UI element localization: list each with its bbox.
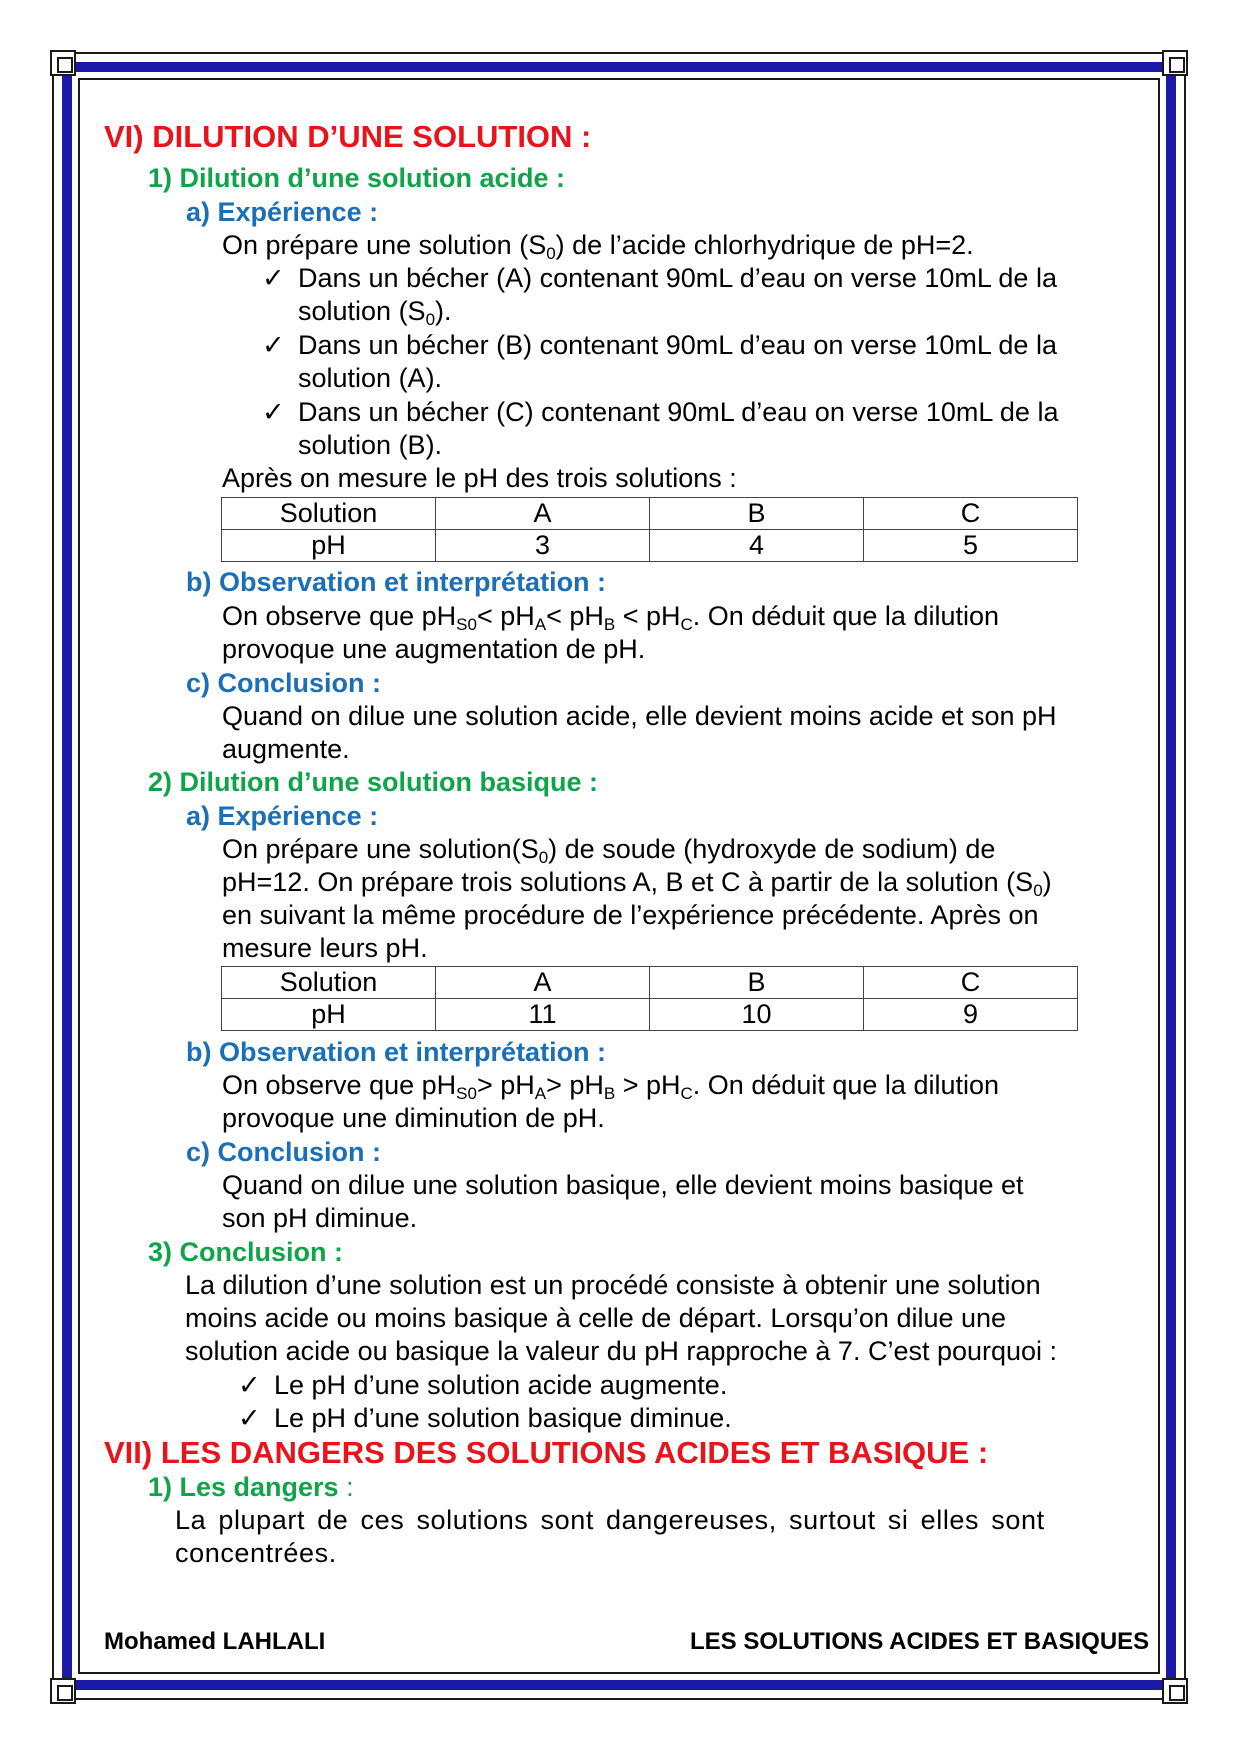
- check-icon: ✓: [238, 1370, 261, 1400]
- table-cell: Solution: [222, 498, 436, 530]
- table-cell: pH: [222, 999, 436, 1031]
- measure-intro: Après on mesure le pH des trois solutions :: [222, 463, 737, 493]
- experience-a-title-2: a) Expérience :: [186, 801, 379, 831]
- conclusion-text-2-cont: son pH diminue.: [222, 1203, 418, 1233]
- table-row: [222, 530, 1078, 562]
- corner-ornament-top-right: [1162, 50, 1188, 76]
- conclusion-text-cont: augmente.: [222, 734, 350, 764]
- experience-2-line-1: On prépare une $solution(S_0)$ de soude (hydroxyde de sodium) de: [222, 834, 996, 867]
- check-item-3: ✓ Dans un bécher (C) contenant 90mL d’eau on verse 10mL de la: [262, 397, 1059, 427]
- check-icon: ✓: [238, 1403, 261, 1433]
- footer-course-title: LES SOLUTIONS ACIDES ET BASIQUES: [690, 1628, 1150, 1655]
- check-icon: ✓: [262, 330, 285, 360]
- check-item-acid: ✓ Le pH d’une solution acide augmente.: [238, 1370, 728, 1400]
- conclusion-text-2: Quand on dilue une solution basique, elle devient moins basique et: [222, 1170, 1024, 1200]
- check-item-2-cont: solution (A).: [298, 363, 443, 393]
- check-icon: ✓: [262, 397, 285, 427]
- table-row-header: [222, 967, 1078, 999]
- table-cell: 10: [650, 999, 864, 1031]
- table-cell: B: [650, 967, 864, 999]
- observation-text-2: On observe que $pH_{S0}> pH_A> pH_B > pH_C$. On déduit que la dilution: [222, 1070, 1000, 1103]
- general-conclusion-line-1: La dilution d’une solution est un procédé consiste à obtenir une solution: [185, 1270, 1041, 1300]
- section-6-title: VI) DILUTION D’UNE SOLUTION :: [104, 119, 592, 154]
- observation-text-cont: provoque une augmentation de pH.: [222, 634, 646, 664]
- experience-intro: On prépare une solution $(S_0)$ de l’acide chlorhydrique de pH=2.: [222, 230, 974, 263]
- general-conclusion-line-2: moins acide ou moins basique à celle de départ. Lorsqu’on dilue une: [185, 1303, 1007, 1333]
- table-cell: C: [864, 498, 1078, 530]
- experience-2-line-4: mesure leurs pH.: [222, 933, 428, 963]
- table-cell: C: [864, 967, 1078, 999]
- check-item-base: ✓ Le pH d’une solution basique diminue.: [238, 1403, 732, 1433]
- table-cell: A: [436, 967, 650, 999]
- table-cell: 5: [864, 530, 1078, 562]
- dangers-text: La plupart de ces solutions sont dangereuses, surtout si elles sont: [175, 1505, 1045, 1535]
- table-cell: 4: [650, 530, 864, 562]
- check-item-1-cont: solution $(S_0)$.: [298, 296, 452, 329]
- table-cell: 3: [436, 530, 650, 562]
- dangers-text-cont: concentrées.: [175, 1538, 337, 1568]
- corner-ornament-bottom-right: [1162, 1678, 1188, 1704]
- experience-a-title: a) Expérience :: [186, 197, 379, 227]
- observation-text-2-cont: provoque une diminution de pH.: [222, 1103, 605, 1133]
- subsection-1-title: 1) Dilution d’une solution acide :: [148, 163, 565, 193]
- check-item-2: ✓ Dans un bécher (B) contenant 90mL d’eau on verse 10mL de la: [262, 330, 1057, 360]
- general-conclusion-line-3: solution acide ou basique la valeur du pH rapproche à 7. C’est pourquoi :: [185, 1336, 1058, 1366]
- check-item-3-cont: solution (B).: [298, 430, 443, 460]
- observation-b-title: b) Observation et interprétation :: [186, 567, 607, 597]
- experience-2-line-2: pH=12. On prépare trois solutions A, B et C à partir de la solution $(S_0)$: [222, 867, 1052, 900]
- check-icon: ✓: [262, 263, 285, 293]
- subsection-3-title: 3) Conclusion :: [148, 1237, 343, 1267]
- observation-text: On observe que $pH_{S0}< pH_A< pH_B < pH_C$. On déduit que la dilution: [222, 601, 1000, 634]
- experience-2-line-3: en suivant la même procédure de l’expérience précédente. Après on: [222, 900, 1039, 930]
- ph-table-acid: [221, 497, 1078, 562]
- conclusion-text: Quand on dilue une solution acide, elle devient moins acide et son pH: [222, 701, 1057, 731]
- table-cell: 11: [436, 999, 650, 1031]
- check-item-1: ✓ Dans un bécher (A) contenant 90mL d’eau on verse 10mL de la: [262, 263, 1057, 293]
- observation-b-title-2: b) Observation et interprétation :: [186, 1037, 607, 1067]
- table-cell: B: [650, 498, 864, 530]
- ph-table-base: [221, 966, 1078, 1031]
- subsection-2-title: 2) Dilution d’une solution basique :: [148, 767, 598, 797]
- conclusion-c-title-2: c) Conclusion :: [186, 1137, 381, 1167]
- table-row-header: [222, 498, 1078, 530]
- conclusion-c-title: c) Conclusion :: [186, 668, 381, 698]
- table-cell: A: [436, 498, 650, 530]
- section-7-title: VII) LES DANGERS DES SOLUTIONS ACIDES ET BASIQUE :: [104, 1435, 989, 1470]
- subsection-dangers-title: 1) Les dangers :: [148, 1472, 354, 1502]
- table-row: [222, 999, 1078, 1031]
- corner-ornament-bottom-left: [50, 1678, 76, 1704]
- table-cell: 9: [864, 999, 1078, 1031]
- footer-author: Mohamed LAHLALI: [104, 1628, 326, 1655]
- table-cell: pH: [222, 530, 436, 562]
- table-cell: Solution: [222, 967, 436, 999]
- corner-ornament-top-left: [50, 50, 76, 76]
